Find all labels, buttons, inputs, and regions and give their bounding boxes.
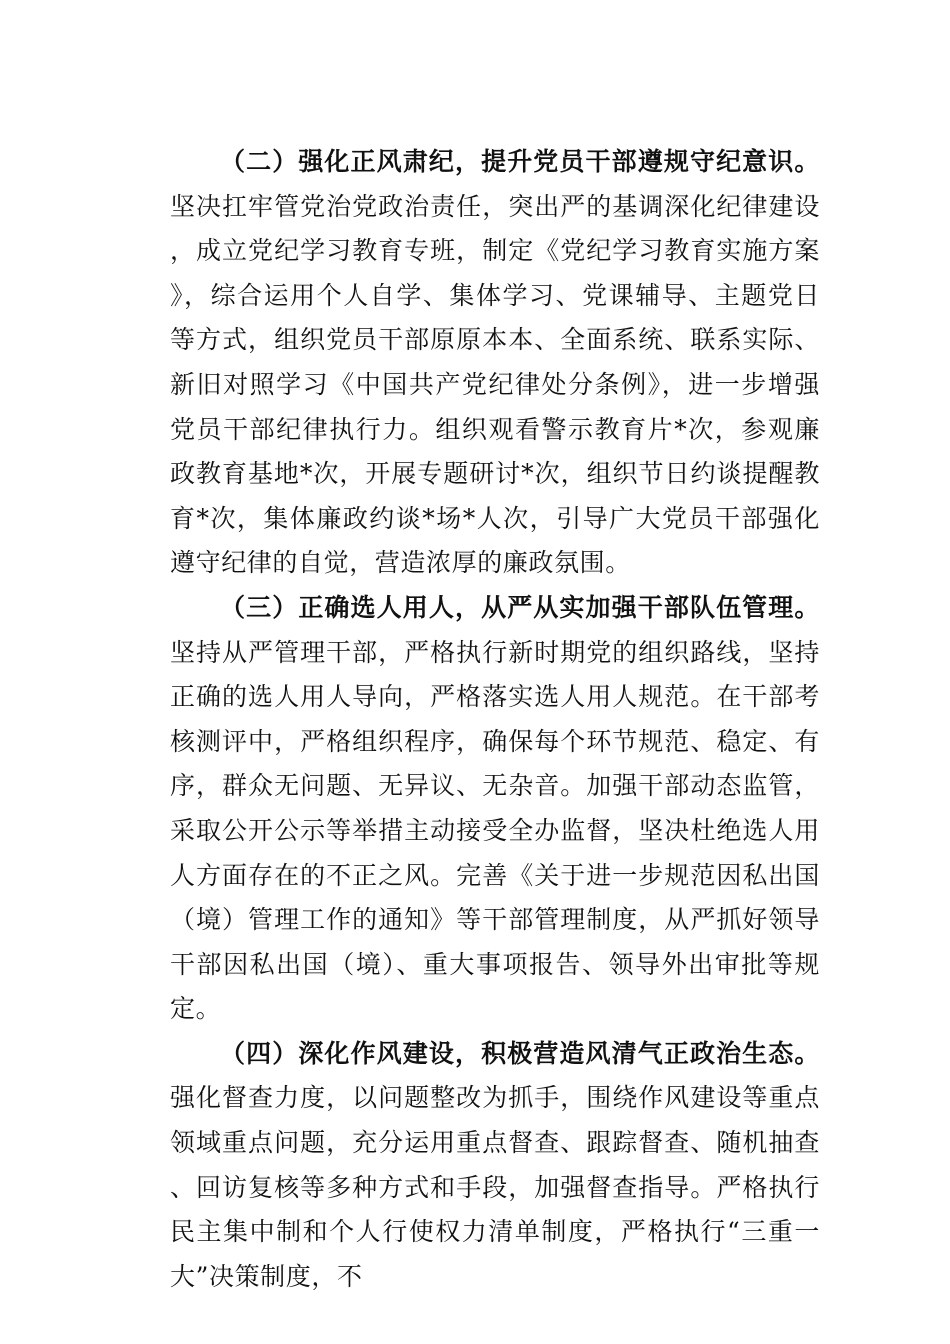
section-heading: （三）正确选人用人，从严从实加强干部队伍管理。 [220,592,820,622]
document-page [170,140,820,1299]
section-discipline [170,140,820,586]
section-body: 坚持从严管理干部，严格执行新时期党的组织路线，坚持正确的选人用人导向，严格落实选人用人规范。在干部考核测评中，严格组织程序，确保每个环节规范、稳定、有序，群众无问题、无异议、无杂音。加强干部动态监管，采取公开公示等举措主动接受全办监督，坚决杜绝选人用人方面存在的不正之风。完善《关于进一步规范因私出国（境）管理工作的通知》等干部管理制度，从严抓好领导干部因私出国（境）、重大事项报告、领导外出审批等规定。 [170,637,820,1024]
section-personnel [170,586,820,1032]
section-body: 坚决扛牢管党治党政治责任，突出严的基调深化纪律建设，成立党纪学习教育专班，制定《党纪学习教育实施方案》，综合运用个人自学、集体学习、党课辅导、主题党日等方式，组织党员干部原原本本、全面系统、联系实际、新旧对照学习《中国共产党纪律处分条例》，进一步增强党员干部纪律执行力。组织观看警示教育片*次，参观廉政教育基地*次，开展专题研讨*次，组织节日约谈提醒教育*次，集体廉政约谈*场*人次，引导广大党员干部强化遵守纪律的自觉，营造浓厚的廉政氛围。 [170,191,820,578]
section-heading: （四）深化作风建设，积极营造风清气正政治生态。 [220,1038,820,1068]
section-work-style [170,1032,820,1300]
section-body: 强化督查力度，以问题整改为抓手，围绕作风建设等重点领域重点问题，充分运用重点督查、跟踪督查、随机抽查、回访复核等多种方式和手段，加强督查指导。严格执行民主集中制和个人行使权力清单制度，严格执行“三重一大”决策制度，不 [170,1083,820,1291]
section-heading: （二）强化正风肃纪，提升党员干部遵规守纪意识。 [220,147,820,176]
